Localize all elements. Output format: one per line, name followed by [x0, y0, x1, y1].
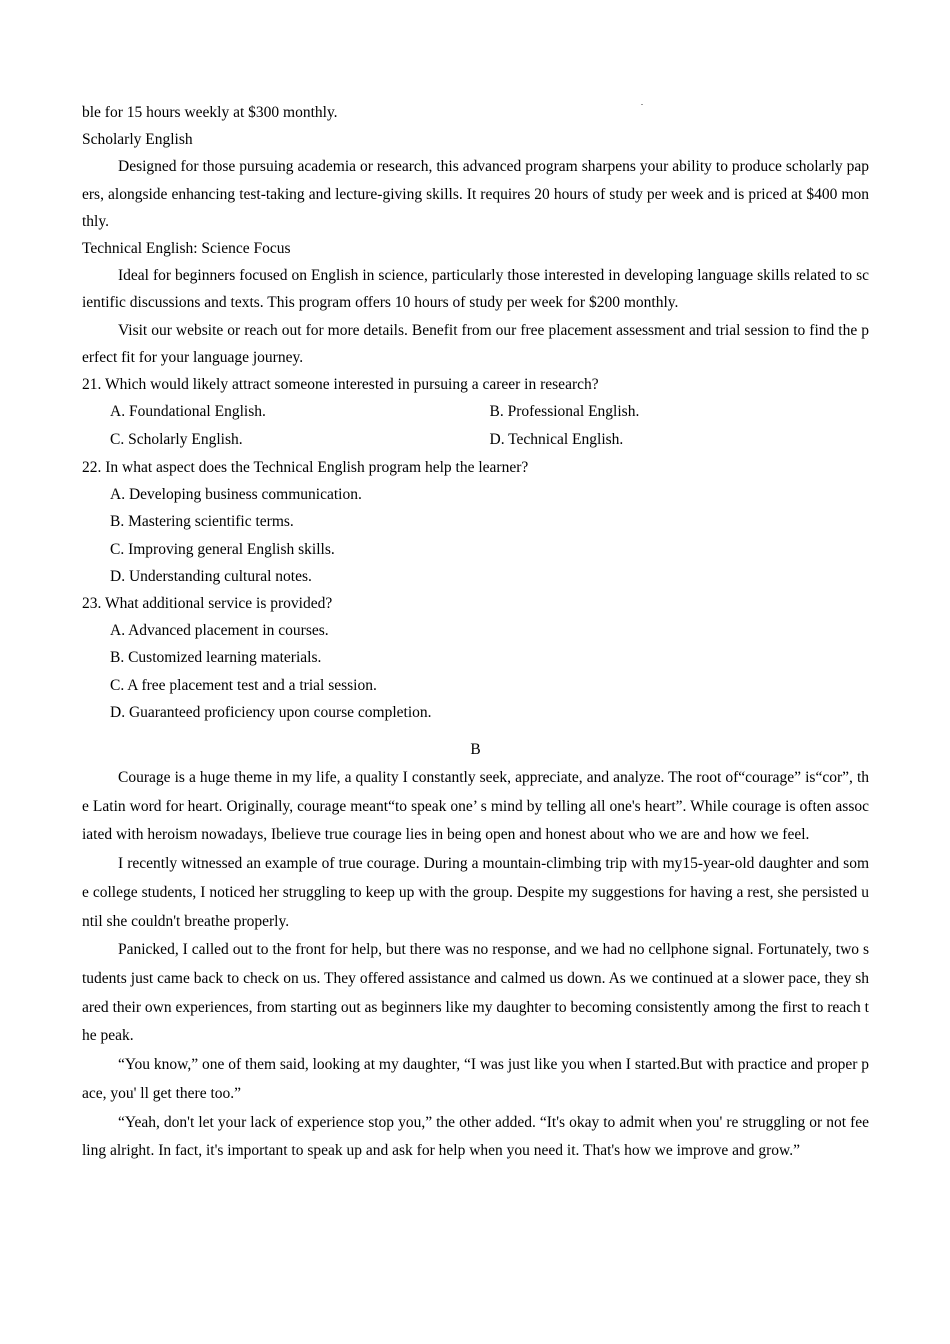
- option-b[interactable]: B. Professional English.: [489, 403, 640, 421]
- option-d[interactable]: D. Understanding cultural notes.: [110, 567, 312, 585]
- option-a[interactable]: A. Developing business communication.: [110, 486, 362, 504]
- option-c[interactable]: C. Scholarly English.: [110, 431, 243, 449]
- program-description-technical: Ideal for beginners focused on English in science, particularly those interested in developing language skills related to scientific discussions and texts. This program offers 10 hours of study per week for $200 monthly.: [82, 267, 869, 312]
- passage-paragraph: “Yeah, don't let your lack of experience stop you,” the other added. “It's okay to admit when you' re struggling or not feeling alright. In fact, it's important to speak up and ask for help when you need it. That's how we improve and grow.”: [82, 1113, 869, 1160]
- section-heading-b: B: [470, 741, 481, 759]
- question-23: [82, 590, 869, 726]
- passage-paragraph: “You know,” one of them said, looking at my daughter, “I was just like you when I started.But with practice and proper pace, you' ll get there too.”: [82, 1056, 869, 1102]
- question-22: [82, 454, 869, 590]
- closing-paragraph: Visit our website or reach out for more details. Benefit from our free placement assessment and trial session to find the perfect fit for your language journey.: [82, 321, 869, 366]
- question-stem: 21. Which would likely attract someone interested in pursuing a career in research?: [82, 376, 599, 394]
- program-title-technical: Technical English: Science Focus: [82, 240, 291, 258]
- question-stem: 22. In what aspect does the Technical English program help the learner?: [82, 459, 529, 477]
- option-a[interactable]: A. Foundational English.: [110, 403, 266, 421]
- option-c[interactable]: C. Improving general English skills.: [110, 540, 335, 558]
- passage-paragraph: Courage is a huge theme in my life, a quality I constantly seek, appreciate, and analyze. The root of“courage” is“cor”, the Latin word for heart. Originally, courage meant“to speak one’ s mind by telling all one's heart”. While courage is often associated with heroism nowadays, Ibelieve true courage lies in being open and honest about who we are and how we feel.: [82, 769, 869, 844]
- option-b[interactable]: B. Customized learning materials.: [110, 649, 322, 667]
- question-21: [82, 371, 869, 454]
- option-d[interactable]: D. Guaranteed proficiency upon course completion.: [110, 703, 432, 721]
- program-description-scholarly: Designed for those pursuing academia or research, this advanced program sharpens your ability to produce scholarly papers, alongside enhancing test-taking and lecture-giving skills. It requires 20 hours of study per week and is priced at $400 monthly.: [82, 158, 869, 230]
- passage-paragraph: I recently witnessed an example of true courage. During a mountain-climbing trip with my15-year-old daughter and some college students, I noticed her struggling to keep up with the group. Despite my suggestions for having a rest, she persisted until she couldn't breathe properly.: [82, 855, 869, 930]
- option-row: [82, 398, 869, 426]
- continued-fragment: ble for 15 hours weekly at $300 monthly.: [82, 104, 338, 121]
- question-stem: 23. What additional service is provided?: [82, 595, 333, 613]
- option-a[interactable]: A. Advanced placement in courses.: [110, 622, 329, 640]
- option-row: [82, 426, 869, 454]
- program-title-scholarly: Scholarly English: [82, 131, 193, 149]
- option-d[interactable]: D. Technical English.: [489, 431, 624, 449]
- option-c[interactable]: C. A free placement test and a trial session.: [110, 676, 377, 694]
- passage-paragraph: Panicked, I called out to the front for help, but there was no response, and we had no cellphone signal. Fortunately, two students just came back to check on us. They offered assistance and calmed us down. As we continued at a slower pace, they shared their own experiences, from starting out as beginners like my daughter to becoming consistently among the first to reach the peak.: [82, 941, 869, 1045]
- option-b[interactable]: B. Mastering scientific terms.: [110, 513, 294, 531]
- document-page: [82, 99, 869, 1166]
